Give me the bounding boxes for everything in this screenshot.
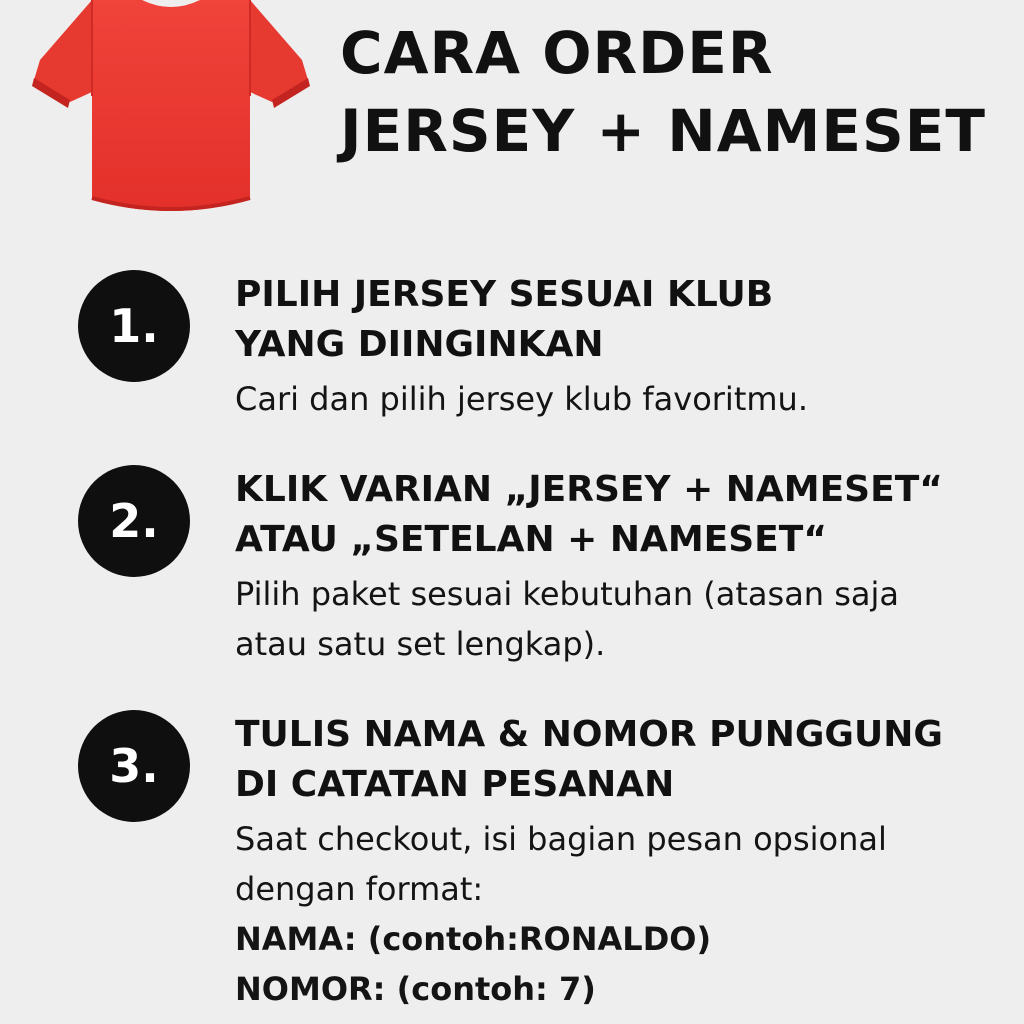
step-3-description-line-1: Saat checkout, isi bagian pesan opsional: [235, 820, 887, 858]
step-2-heading: [235, 465, 1015, 565]
step-2-description-line-1: Pilih paket sesuai kebutuhan (atasan saja: [235, 575, 900, 613]
step-1-description-line-1: Cari dan pilih jersey klub favoritmu.: [235, 380, 808, 418]
step-2-number-badge: 2.: [78, 465, 190, 577]
step-2-description: [235, 569, 1015, 669]
title-line-1: CARA ORDER: [340, 19, 774, 87]
step-1-heading-line-1: PILIH JERSEY SESUAI KLUB: [235, 274, 774, 315]
page-title: [340, 14, 986, 170]
step-2-heading-line-1: KLIK VARIAN „JERSEY + NAMESET“: [235, 469, 943, 510]
step-3-number-badge: 3.: [78, 710, 190, 822]
step-3-format-name: NAMA: (contoh:RONALDO): [235, 920, 712, 958]
step-1-body: [235, 270, 1015, 424]
step-1-number-badge: 1.: [78, 270, 190, 382]
step-3-heading: [235, 710, 1015, 810]
step-2-description-line-2: atau satu set lengkap).: [235, 625, 606, 663]
title-line-2: JERSEY + NAMESET: [340, 97, 986, 165]
step-3-description: [235, 814, 1015, 1014]
step-1-description: [235, 374, 1015, 424]
step-3-heading-line-1: TULIS NAMA & NOMOR PUNGGUNG: [235, 714, 943, 755]
step-1-heading: [235, 270, 1015, 370]
step-3-heading-line-2: DI CATATAN PESANAN: [235, 764, 675, 805]
step-2-heading-line-2: ATAU „SETELAN + NAMESET“: [235, 519, 827, 560]
step-1-heading-line-2: YANG DIINGINKAN: [235, 324, 604, 365]
tshirt-icon: [30, 0, 312, 218]
step-3-format-number: NOMOR: (contoh: 7): [235, 970, 596, 1008]
step-3-description-line-2: dengan format:: [235, 870, 484, 908]
step-3-body: [235, 710, 1015, 1014]
step-2-body: [235, 465, 1015, 669]
